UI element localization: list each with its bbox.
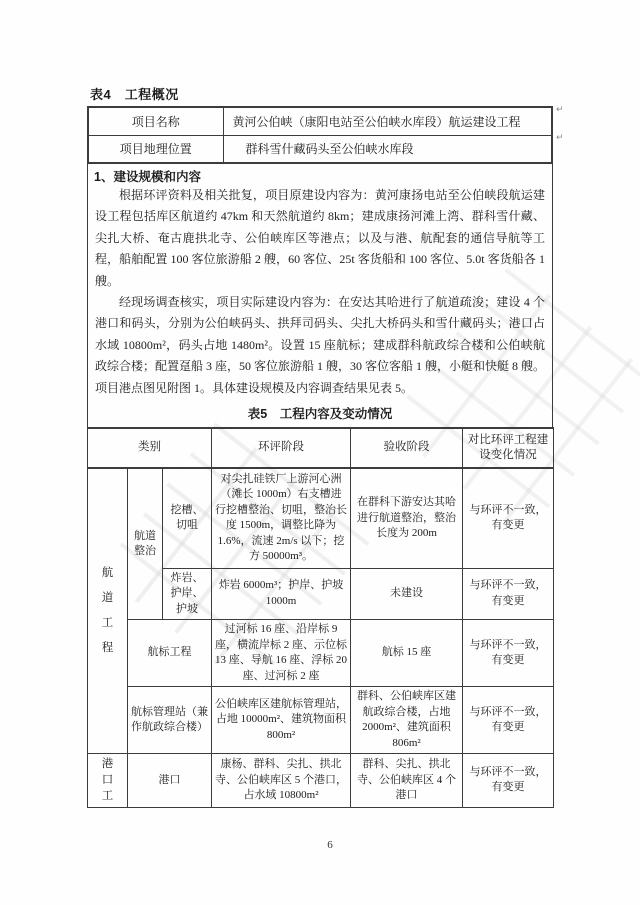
table-row: [88, 620, 554, 687]
vertical-group-label: 航道工程: [101, 567, 114, 655]
table-row: [88, 135, 552, 163]
cell-comparison: 与环评不一致，有变更: [463, 687, 554, 754]
cell-eia: 康杨、群科、尖扎、拱北寺、公伯峡库区 5 个港口，占水域 10800m²: [212, 754, 351, 808]
paragraph-return-mark: ↵: [556, 105, 564, 115]
cell-eia: 公伯峡库区建航标管理站，占地 10000m²、建筑物面积 800m²: [212, 687, 351, 754]
cell-acceptance: 航标 15 座: [351, 620, 463, 687]
cell-acceptance: 在群科下游安达其哈进行航道整治，整治长度为 200m: [351, 468, 463, 568]
subgroup-channel-regulation: 航道整治: [128, 468, 163, 620]
cell-eia: 炸岩 6000m³；护岸、护坡 1000m: [212, 568, 351, 620]
section-heading: 1、建设规模和内容: [94, 170, 201, 184]
header-eia-phase: 环评阶段: [212, 428, 351, 468]
cell-acceptance: 群科、公伯峡库区建航政综合楼，占地 2000m²、建筑面积 806m²: [351, 687, 463, 754]
project-name-value: 黄河公伯峡（康阳电站至公伯峡水库段）航运建设工程: [223, 107, 552, 135]
table4-title: 表4 工程概况: [90, 87, 179, 102]
table5-title: 表5 工程内容及变动情况: [247, 407, 393, 422]
construction-scale-section: [87, 164, 553, 427]
cell-subcategory: 挖槽、切咀: [163, 468, 212, 568]
table-row: [88, 107, 552, 135]
cell-comparison: 与环评不一致，有变更: [463, 754, 554, 808]
paragraph-return-mark: ↵: [556, 133, 564, 143]
cell-category: 航标工程: [128, 620, 212, 687]
project-name-label: 项目名称: [88, 107, 223, 135]
table-row: [88, 687, 554, 754]
paragraph-actual-content: 经现场调查核实，项目实际建设内容为：在安达其哈进行了航道疏浚；建设 4 个港口和码头，分别为公伯峡码头、拱拜司码头、尖扎大桥码头和雪什藏码头；港口占水域 10800m²，码头占地 1480m²。设置 15 座航标；建成群科航政综合楼和公伯峡航政综合楼；配置趸船 3 座，50 客位旅游船 1 艘，30 客位客船 1 艘，小艇和快艇 8 艘。项目港点图见附图 1。具体建设规模及内容调查结果见表 5。: [95, 295, 546, 395]
vertical-group-label: 港口工: [101, 758, 114, 803]
header-acceptance-phase: 验收阶段: [351, 428, 463, 468]
group-port-works: [88, 754, 128, 808]
cell-subcategory: 炸岩、护岸、护坡: [163, 568, 212, 620]
project-location-value: 群科雪什藏码头至公伯峡水库段: [223, 135, 552, 163]
cell-comparison: 与环评不一致，有变更: [463, 620, 554, 687]
cell-acceptance: 未建设: [351, 568, 463, 620]
changes-table: [87, 427, 554, 808]
cell-comparison: 与环评不一致，有变更: [463, 568, 554, 620]
cell-category: 航标管理站（兼作航政综合楼）: [128, 687, 212, 754]
project-location-label: 项目地理位置: [88, 135, 223, 163]
cell-comparison: 与环评不一致，有变更: [463, 468, 554, 568]
changes-table-header: [88, 428, 554, 468]
group-waterway-works: [88, 468, 128, 754]
page-number: 6: [327, 839, 333, 851]
paragraph-original-content: 根据环评资料及相关批复，项目原建设内容为：黄河康扬电站至公伯峡段航运建设工程包括库区航道约 47km 和天然航道约 8km；建成康扬河滩上湾、群科雪什藏、尖扎大桥、奄古鹿拱北寺、公伯峡库区等港点；以及与港、航配套的通信导航等工程，船舶配置 100 客位旅游船 2 艘，60 客位、25t 客货船和 100 客位、5.0t 客货船各 1 艘。: [95, 188, 545, 288]
cell-eia: 过河标 16 座、沿岸标 9 座，横流岸标 2 座、示位标 13 座、导航 16 座、浮标 20 座、过河标 2 座: [212, 620, 351, 687]
cell-category: 港口: [128, 754, 212, 808]
cell-eia: 对尖扎硅铁厂上游河心洲（滩长 1000m）右支槽进行挖槽整治、切咀，整治长度 1500m，调整比降为 1.6%，流速 2m/s 以下；挖方 50000m³。: [212, 468, 351, 568]
table-row: [88, 754, 554, 808]
table-row: [88, 468, 554, 568]
header-category: 类别: [88, 428, 212, 468]
document-body: [87, 106, 553, 808]
header-comparison: 对比环评工程建设变化情况: [463, 428, 554, 468]
cell-acceptance: 群科、尖扎、拱北寺、公伯峡库区 4 个港口: [351, 754, 463, 808]
project-info-table: [87, 106, 553, 164]
table-header-row: [88, 428, 554, 468]
